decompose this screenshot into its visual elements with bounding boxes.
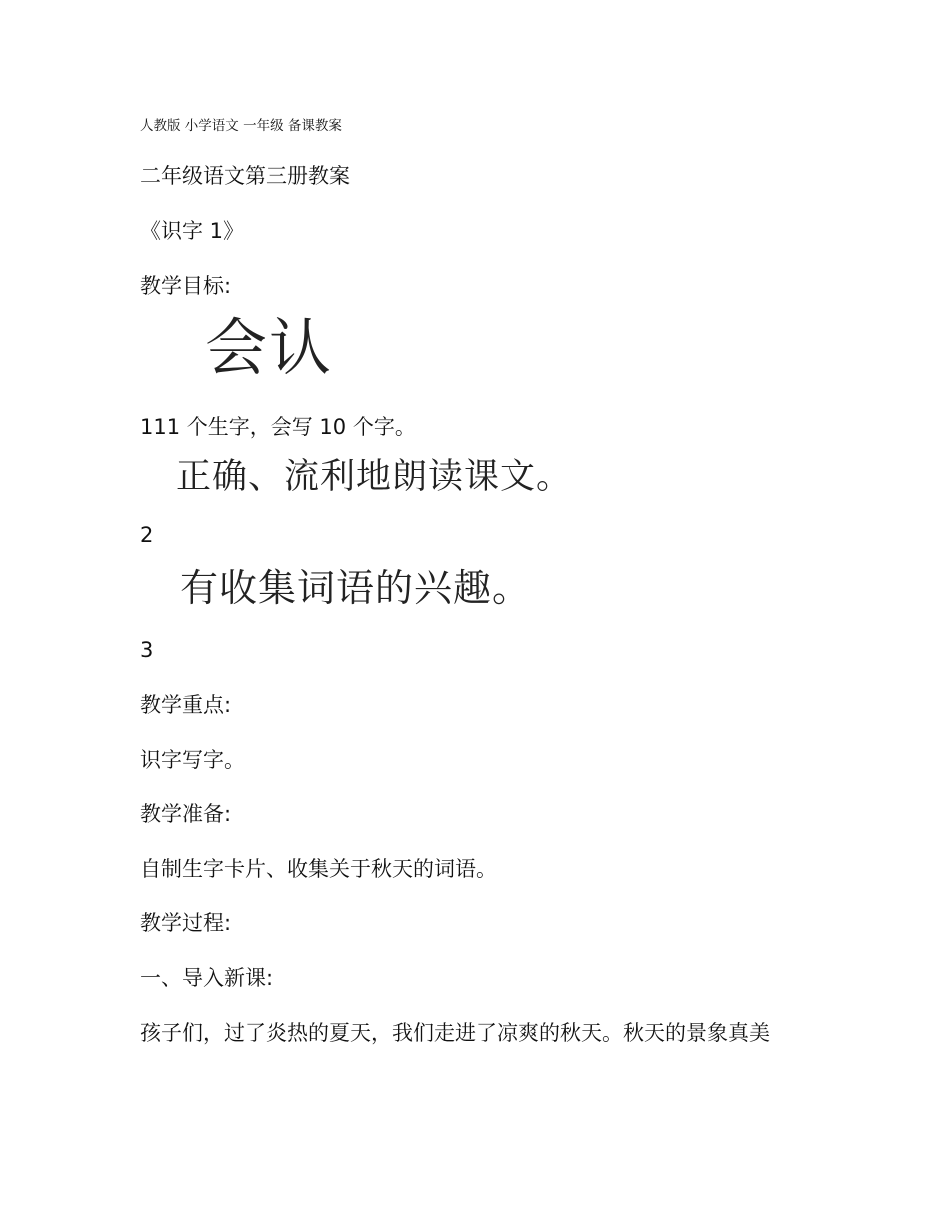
scanned-sentence-image-2: 有收集词语的兴趣。 <box>180 566 532 610</box>
preparation-heading: 教学准备: <box>140 802 232 826</box>
scanned-sentence-image-1: 正确、流利地朗读课文。 <box>176 457 573 497</box>
document-title: 二年级语文第三册教案 <box>140 164 350 188</box>
preparation-text: 自制生字卡片、收集关于秋天的词语。 <box>140 857 497 881</box>
process-heading: 教学过程: <box>140 911 232 935</box>
section-1-text: 孩子们，过了炎热的夏天，我们走进了凉爽的秋天。秋天的景象真美 <box>140 1021 770 1045</box>
objective-1: 111 个生字，会写 10 个字。 <box>140 415 416 439</box>
objective-number-3: 3 <box>140 638 154 662</box>
lesson-title: 《识字 1》 <box>140 219 245 243</box>
scanned-word-image: 会认 <box>205 311 334 384</box>
objectives-heading: 教学目标: <box>140 274 232 298</box>
key-points-text: 识字写字。 <box>140 748 245 772</box>
section-1-heading: 一、导入新课: <box>140 966 274 990</box>
objective-number-2: 2 <box>140 523 154 547</box>
key-points-heading: 教学重点: <box>140 693 232 717</box>
document-header: 人教版 小学语文 一年级 备课教案 <box>140 118 342 134</box>
